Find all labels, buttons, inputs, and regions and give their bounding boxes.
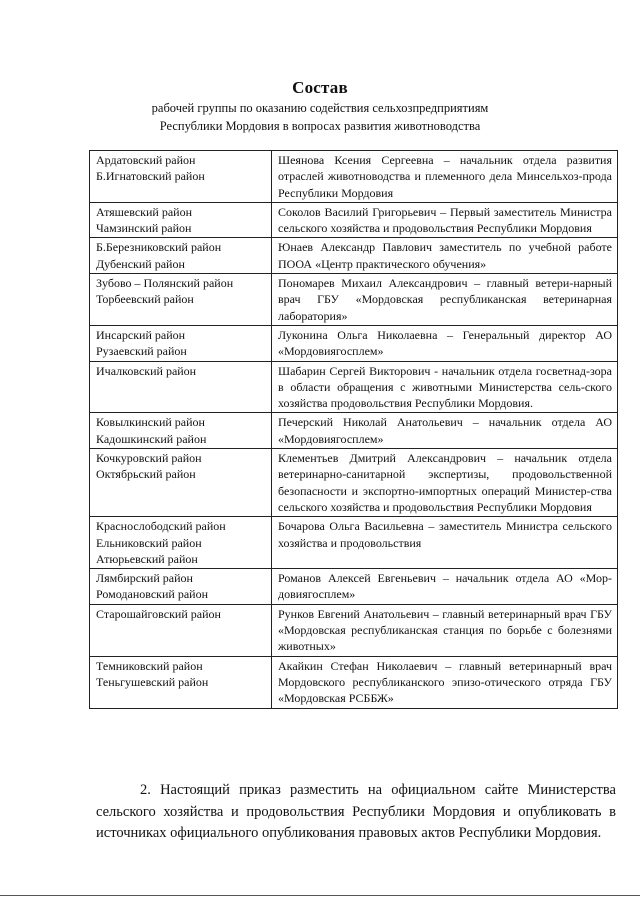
district-name: Ковылкинский район bbox=[96, 415, 205, 430]
table-row bbox=[90, 361, 618, 413]
district-name: Б.Березниковский район bbox=[96, 240, 222, 255]
district-name: Б.Игнатовский район bbox=[96, 169, 205, 184]
responsible-person-cell: Шеянова Ксения Сергеевна – начальник отдела развития отраслей животноводства и племенного дела Минсельхоз-прода Республики Мордовия bbox=[272, 151, 618, 203]
district-name: Торбеевский район bbox=[96, 292, 194, 307]
document-subtitle-line1: рабочей группы по оказанию содействия сельхозпредприятиям bbox=[151, 101, 489, 115]
district-cell bbox=[90, 656, 272, 708]
district-name: Атяшевский район bbox=[96, 204, 193, 219]
district-name: Теньгушевский район bbox=[96, 674, 209, 689]
district-cell bbox=[90, 361, 272, 413]
district-name: Инсарский район bbox=[96, 327, 186, 342]
district-name: Рузаевский район bbox=[96, 344, 187, 359]
responsible-person-cell: Соколов Василий Григорьевич – Первый заместитель Министра сельского хозяйства и продовольствия Республики Мордовия bbox=[272, 202, 618, 238]
responsible-person-cell: Акайкин Стефан Николаевич – главный ветеринарный врач Мордовского республиканского эпизо-отического отряда ГБУ «Мордовская РСББЖ» bbox=[272, 656, 618, 708]
table-row bbox=[90, 604, 618, 656]
responsible-person-cell: Клементьев Дмитрий Александрович – начальник отдела ветеринарно-санитарной экспертизы, продовольственной безопасности и экспортно-импортных операций Министер-ства сельского хозяйства и продовольствия Республики Мордовия bbox=[272, 449, 618, 517]
district-name: Ардатовский район bbox=[96, 153, 196, 167]
responsible-person-cell: Пономарев Михаил Александрович – главный ветери-нарный врач ГБУ «Мордовская республиканская ветеринарная лаборатория» bbox=[272, 274, 618, 326]
table-row bbox=[90, 274, 618, 326]
document-title: Состав bbox=[292, 78, 348, 97]
order-paragraph bbox=[96, 780, 616, 845]
responsible-person-cell: Печерский Николай Анатольевич – начальник отдела АО «Мордовиягосплем» bbox=[272, 413, 618, 449]
district-name: Дубенский район bbox=[96, 256, 185, 271]
district-name: Краснослободский район bbox=[96, 519, 226, 534]
district-name: Кадошкинский район bbox=[96, 431, 207, 446]
district-cell bbox=[90, 325, 272, 361]
table-row bbox=[90, 569, 618, 605]
table-row bbox=[90, 413, 618, 449]
table-row bbox=[90, 202, 618, 238]
district-cell bbox=[90, 151, 272, 203]
table-row bbox=[90, 151, 618, 203]
district-cell bbox=[90, 604, 272, 656]
district-cell bbox=[90, 413, 272, 449]
responsible-person-cell: Луконина Ольга Николаевна – Генеральный директор АО «Мордовиягосплем» bbox=[272, 325, 618, 361]
bottom-rule bbox=[0, 895, 640, 896]
paragraph-text: 2. Настоящий приказ разместить на официальном сайте Министерства сельского хозяйства и продовольствия Республики Мордовия и опубликовать в источниках официального опубликования правовых актов Республики Мордовия. bbox=[96, 782, 616, 841]
working-group-table bbox=[89, 150, 618, 709]
district-name: Ельниковский район bbox=[96, 535, 202, 550]
district-name: Темниковский район bbox=[96, 658, 203, 673]
district-name: Лямбирский район bbox=[96, 571, 193, 586]
district-name: Старошайговский район bbox=[96, 606, 221, 621]
responsible-person-cell: Юнаев Александр Павлович заместитель по учебной работе ПООА «Центр практического обучения» bbox=[272, 238, 618, 274]
district-name: Октябрьский район bbox=[96, 467, 196, 482]
table-row bbox=[90, 517, 618, 569]
district-name: Чамзинский район bbox=[96, 221, 192, 236]
district-cell bbox=[90, 238, 272, 274]
district-cell bbox=[90, 202, 272, 238]
district-cell bbox=[90, 274, 272, 326]
district-cell bbox=[90, 569, 272, 605]
district-name: Кочкуровский район bbox=[96, 451, 202, 466]
district-name: Ичалковский район bbox=[96, 363, 197, 378]
responsible-person-cell: Рунков Евгений Анатольевич – главный ветеринарный врач ГБУ «Мордовская республиканская станция по борьбе с болезнями животных» bbox=[272, 604, 618, 656]
district-name: Атюрьевский район bbox=[96, 551, 198, 566]
district-name: Ромодановский район bbox=[96, 587, 209, 602]
table-row bbox=[90, 656, 618, 708]
responsible-person-cell: Шабарин Сергей Викторович - начальник отдела госветнад-зора в области обращения с животными Министерства сель-ского хозяйства продовольствия Республики Мордовия. bbox=[272, 361, 618, 413]
table-row bbox=[90, 238, 618, 274]
district-cell bbox=[90, 449, 272, 517]
table-row bbox=[90, 325, 618, 361]
document-subtitle-line2: Республики Мордовия в вопросах развития животноводства bbox=[159, 119, 481, 133]
table-row bbox=[90, 449, 618, 517]
responsible-person-cell: Бочарова Ольга Васильевна – заместитель Министра сельского хозяйства и продовольствия bbox=[272, 517, 618, 569]
district-name: Зубово – Полянский район bbox=[96, 276, 234, 291]
district-cell bbox=[90, 517, 272, 569]
responsible-person-cell: Романов Алексей Евгеньевич – начальник отдела АО «Мор-довиягосплем» bbox=[272, 569, 618, 605]
